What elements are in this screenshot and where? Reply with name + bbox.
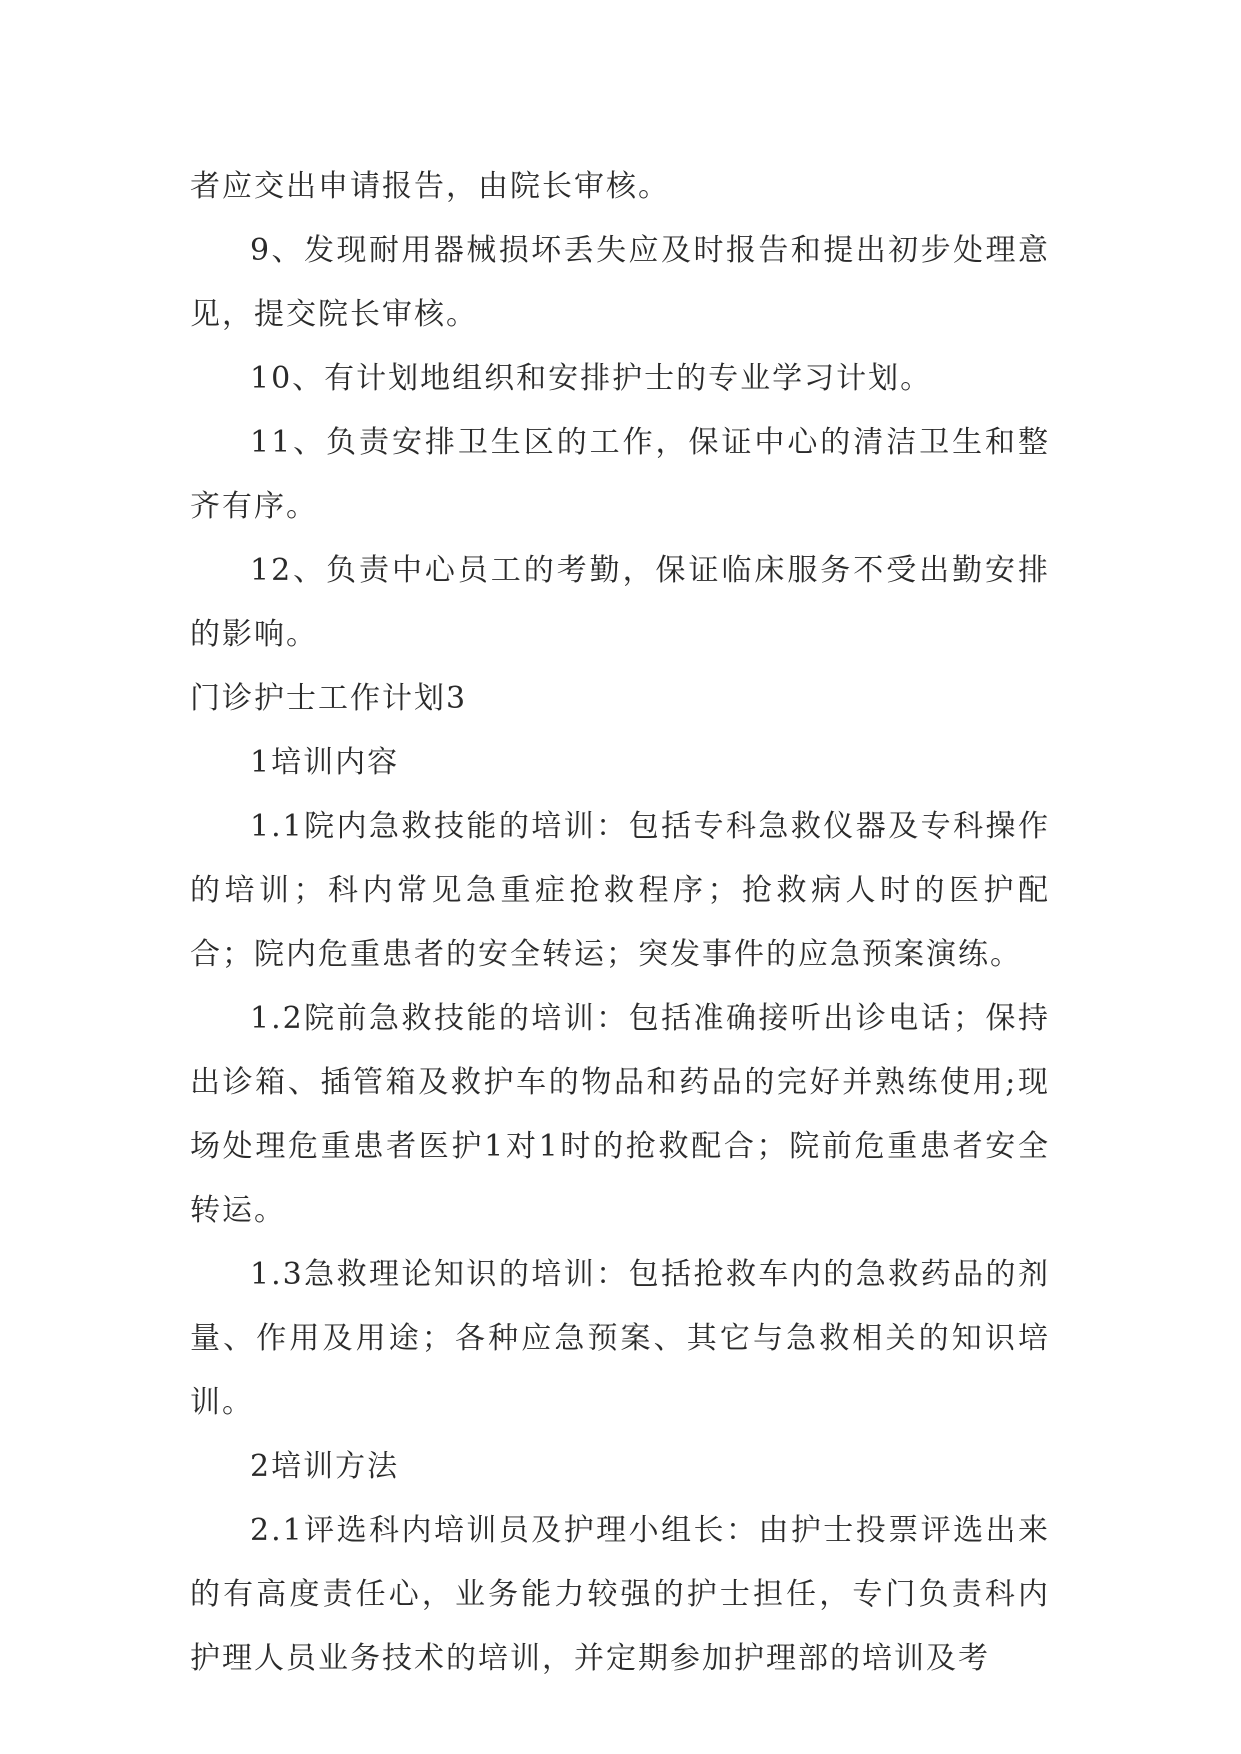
paragraph-item-12: 12、负责中心员工的考勤，保证临床服务不受出勤安排的影响。 [190,553,1050,652]
paragraph-1-3: 1.3急救理论知识的培训：包括抢救车内的急救药品的剂量、作用及用途；各种应急预案、其它与急救相关的知识培训。 [190,1257,1050,1420]
paragraph-item-11: 11、负责安排卫生区的工作，保证中心的清洁卫生和整齐有序。 [190,425,1050,524]
paragraph-item-9: 9、发现耐用器械损坏丢失应及时报告和提出初步处理意见，提交院长审核。 [190,233,1050,332]
heading-training-method: 2培训方法 [250,1449,400,1484]
heading-training-content: 1培训内容 [250,745,400,780]
paragraph-1-2: 1.2院前急救技能的培训：包括准确接听出诊电话；保持出诊箱、插管箱及救护车的物品和药品的完好并熟练使用;现场处理危重患者医护1对1时的抢救配合；院前危重患者安全转运。 [190,1001,1050,1228]
paragraph-2-1: 2.1评选科内培训员及护理小组长：由护士投票评选出来的有高度责任心，业务能力较强的护士担任，专门负责科内护理人员业务技术的培训，并定期参加护理部的培训及考 [190,1513,1050,1676]
paragraph-1-1: 1.1院内急救技能的培训：包括专科急救仪器及专科操作的培训；科内常见急重症抢救程序；抢救病人时的医护配合；院内危重患者的安全转运；突发事件的应急预案演练。 [190,809,1050,972]
paragraph-continuation: 者应交出申请报告，由院长审核。 [190,169,670,204]
paragraph-item-10: 10、有计划地组织和安排护士的专业学习计划。 [250,361,933,396]
section-title: 门诊护士工作计划3 [190,681,468,716]
document-body [190,155,1050,1691]
